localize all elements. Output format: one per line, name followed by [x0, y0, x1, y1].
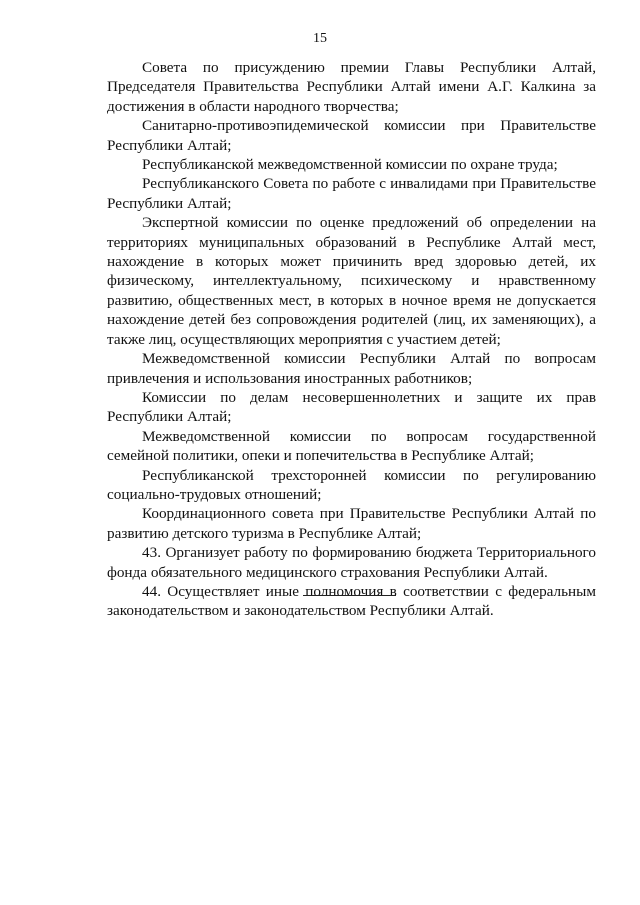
paragraph-children-tourism-council: Координационного совета при Правительстве Республики Алтай по развитию детского туризма в Республике Алтай;	[107, 505, 596, 542]
paragraph-labor-protection-commission: Республиканской межведомственной комиссии по охране труда;	[142, 156, 558, 174]
paragraph-expert-commission-children: Экспертной комиссии по оценке предложений об определении на территориях муниципальных образований в Республике Алтай мест, нахождение в которых может причинить вред здоровью детей, их физическому, интеллектуальному, психическому и нравственному развитию, общественных мест, в которых в ночное время не допускается нахождение детей без сопровождения родителей (лиц, их заменяющих), а также лиц, осуществляющих мероприятия с участием детей;	[107, 214, 596, 348]
paragraph-sanitary-commission: Санитарно-противоэпидемической комиссии при Правительстве Республики Алтай;	[107, 117, 596, 154]
paragraph-tripartite-commission: Республиканской трехсторонней комиссии по регулированию социально-трудовых отношений;	[107, 466, 596, 503]
paragraph-item-44: 44. Осуществляет иные полномочия в соответствии с федеральным законодательством и законодательством Республики Алтай.	[107, 582, 596, 620]
paragraph-item-43: 43. Организует работу по формированию бюджета Территориального фонда обязательного медицинского страхования Республики Алтай.	[107, 544, 596, 581]
paragraph-council-folk-art-prize: Совета по присуждению премии Главы Республики Алтай, Председателя Правительства Республики Алтай имени А.Г. Калкина за достижения в области народного творчества;	[107, 59, 596, 115]
page-number: 15	[313, 31, 327, 46]
paragraph-disability-council: Республиканского Совета по работе с инвалидами при Правительстве Республики Алтай;	[107, 175, 596, 212]
paragraph-minors-commission: Комиссии по делам несовершеннолетних и защите их прав Республики Алтай;	[107, 388, 596, 426]
document-body	[107, 58, 596, 621]
paragraph-family-policy-commission: Межведомственной комиссии по вопросам государственной семейной политики, опеки и попечительства в Республике Алтай;	[107, 427, 596, 465]
end-divider-line	[303, 595, 396, 596]
paragraph-foreign-workers-commission: Межведомственной комиссии Республики Алтай по вопросам привлечения и использования иностранных работников;	[107, 350, 596, 387]
